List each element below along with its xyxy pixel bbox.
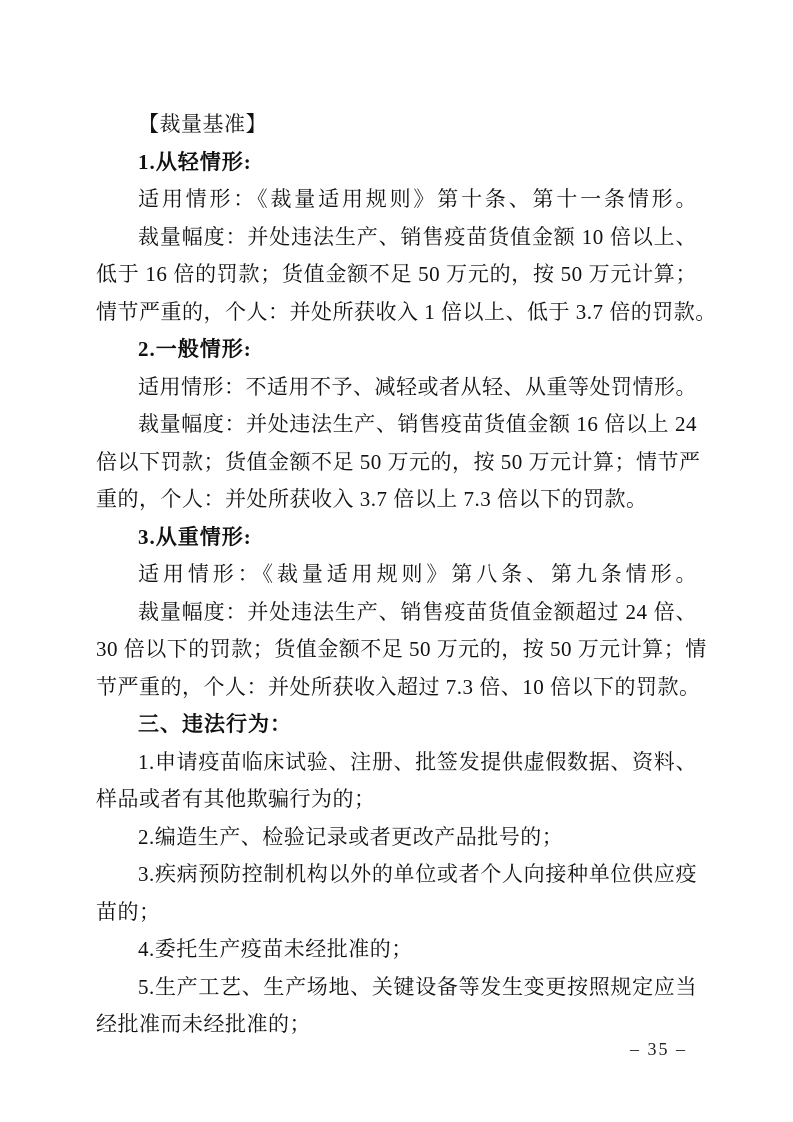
heading-lenient-case: 1.从轻情形: — [138, 149, 252, 174]
body-line: 30 倍以下的罚款；货值金额不足 50 万元的，按 50 万元计算；情 — [96, 637, 707, 661]
body-line: 重的，个人：并处所获收入 3.7 倍以上 7.3 倍以下的罚款。 — [96, 487, 648, 511]
heading-aggravated-case: 3.从重情形: — [138, 524, 252, 549]
body-line: 倍以下罚款；货值金额不足 50 万元的，按 50 万元计算；情节严 — [96, 449, 701, 474]
heading-general-case: 2.一般情形: — [138, 337, 252, 361]
body-line: 苗的； — [96, 899, 161, 924]
basis-title: 【裁量基准】 — [138, 112, 267, 136]
body-line: 适用情形：《裁量适用规则》第十条、第十一条情形。 — [138, 187, 697, 211]
body-line: 1.申请疫苗临床试验、注册、批签发提供虚假数据、资料、 — [138, 749, 697, 774]
body-line: 5.生产工艺、生产场地、关键设备等发生变更按照规定应当 — [138, 974, 697, 999]
body-line: 4.委托生产疫苗未经批准的； — [138, 937, 413, 961]
body-line: 3.疾病预防控制机构以外的单位或者个人向接种单位供应疫 — [138, 862, 697, 886]
body-line: 裁量幅度：并处违法生产、销售疫苗货值金额 16 倍以上 24 — [138, 412, 697, 436]
body-line: 适用情形：不适用不予、减轻或者从轻、从重等处罚情形。 — [138, 374, 697, 399]
body-line: 裁量幅度：并处违法生产、销售疫苗货值金额超过 24 倍、 — [138, 599, 697, 624]
body-line: 2.编造生产、检验记录或者更改产品批号的； — [138, 824, 564, 849]
body-line: 低于 16 倍的罚款；货值金额不足 50 万元的，按 50 万元计算； — [96, 262, 697, 286]
body-line: 节严重的，个人：并处所获收入超过 7.3 倍、10 倍以下的罚款。 — [96, 674, 701, 699]
body-line: 适用情形：《裁量适用规则》第八条、第九条情形。 — [138, 562, 697, 586]
body-line: 经批准而未经批准的； — [96, 1012, 311, 1036]
body-line: 情节严重的，个人：并处所获收入 1 倍以上、低于 3.7 倍的罚款。 — [96, 299, 717, 324]
body-line: 样品或者有其他欺骗行为的； — [96, 787, 376, 811]
page-number: – 35 – — [630, 1039, 687, 1059]
heading-illegal-acts: 三、违法行为： — [138, 712, 292, 736]
body-line: 裁量幅度：并处违法生产、销售疫苗货值金额 10 倍以上、 — [138, 224, 697, 249]
document-body — [96, 106, 717, 1044]
